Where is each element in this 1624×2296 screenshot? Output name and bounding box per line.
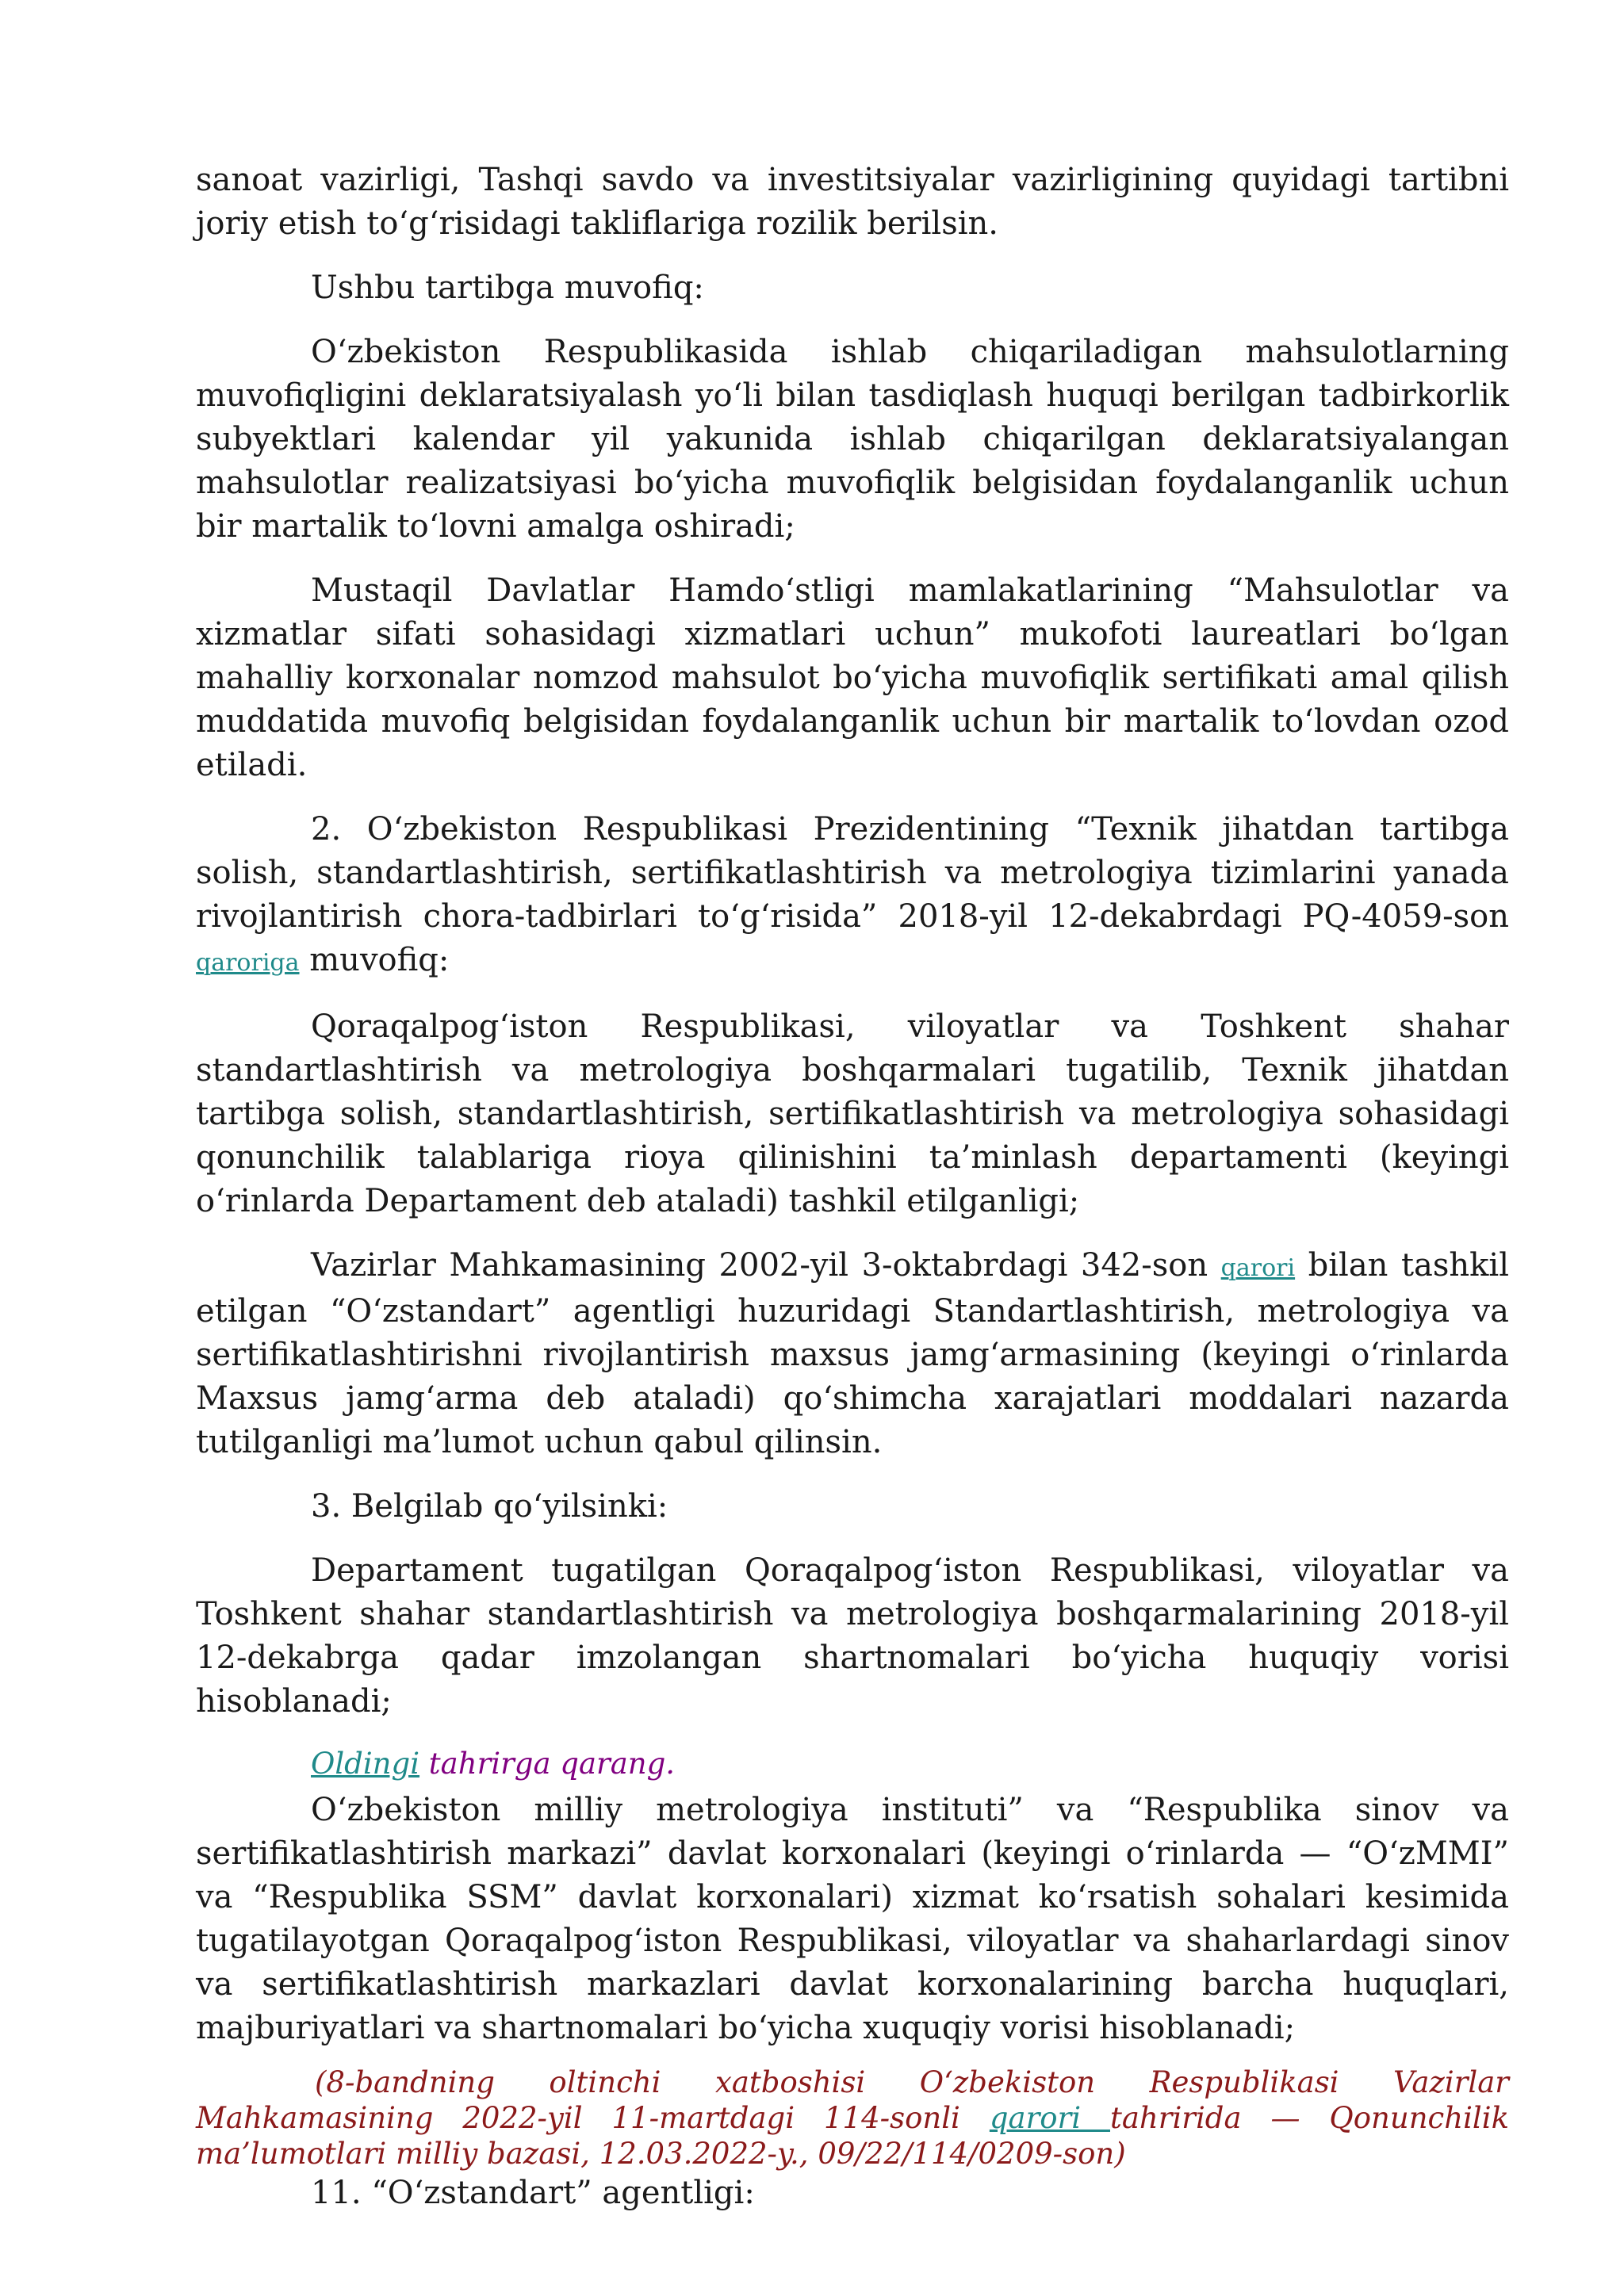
amendment-qarori-link[interactable]: qarori <box>989 2101 1110 2135</box>
paragraph-special-fund <box>196 1244 1509 1464</box>
qaroriga-link[interactable]: qaroriga <box>196 949 300 977</box>
paragraph-item-2-text: 2. O‘zbekiston Respublikasi Prezidentining “Texnik jihatdan tartibga solish, standartlashtirish, sertifikatlashtirish va metrologiya tizimlarini yanada rivojlantirish chora-tadbirlari to‘g‘risida” 2018-yil 12-dekabrdagi PQ-4059-son <box>196 811 1509 935</box>
previous-edition-note <box>196 1744 1509 1784</box>
paragraph-special-fund-text: Vazirlar Mahkamasining 2002-yil 3-oktabrdagi 342-son <box>311 1247 1221 1284</box>
amendment-note-text: (8-bandning oltinchi xatboshisi O‘zbekiston Respublikasi Vazirlar Mahkamasining 2022-yil 11-martdagi 114-sonli <box>196 2065 1509 2135</box>
paragraph-item-2-tail: muvofiq: <box>299 942 450 978</box>
amendment-note-tail: tahririda — Qonunchilik ma’lumotlari milliy bazasi, 12.03.2022-y., 09/22/114/0209-son) <box>196 2101 1509 2171</box>
paragraph-order-heading: Ushbu tartibga muvofiq: <box>311 270 704 306</box>
previous-edition-link[interactable]: Oldingi <box>311 1747 420 1781</box>
paragraph-special-fund-tail: bilan tashkil etilgan “O‘zstandart” agentligi huzuridagi Standartlashtirish, metrologiya va sertifikatlashtirishni rivojlantirish maxsus jamg‘armasining (keyingi o‘rinlarda Maxsus jamg‘arma deb ataladi) qo‘shimcha xarajatlari moddalari nazarda tutilganligi ma’lumot uchun qabul qilinsin. <box>196 1247 1510 1460</box>
amendment-note <box>196 2064 1509 2172</box>
paragraph-department-established: Qoraqalpog‘iston Respublikasi, viloyatlar va Toshkent shahar standartlashtirish va metrologiya boshqarmalari tugatilib, Texnik jihatdan tartibga solish, standartlashtirish, sertifikatlashtirish va metrologiya sohasidagi qonunchilik talablariga rioya qilinishini ta’minlash departamenti (keyingi o‘rinlarda Departament deb ataladi) tashkil etilganligi; <box>196 1008 1509 1219</box>
qarori-link[interactable]: qarori <box>1220 1254 1296 1282</box>
paragraph-legal-successor: Departament tugatilgan Qoraqalpog‘iston Respublikasi, viloyatlar va Toshkent shahar standartlashtirish va metrologiya boshqarmalarining 2018-yil 12-dekabrga qadar imzolangan shartnomalari bo‘yicha huquqiy vorisi hisoblanadi; <box>196 1552 1509 1720</box>
document-page <box>196 159 1509 2215</box>
paragraph-item-3: 3. Belgilab qo‘yilsinki: <box>311 1488 668 1525</box>
previous-edition-text: tahrirga qarang. <box>419 1747 676 1781</box>
paragraph-item-2 <box>196 808 1509 985</box>
paragraph-declaration-payment: O‘zbekiston Respublikasida ishlab chiqariladigan mahsulotlarning muvofiqligini deklaratsiyalash yo‘li bilan tasdiqlash huquqi berilgan tadbirkorlik subyektlari kalendar yil yakunida ishlab chiqarilgan deklaratsiyalangan mahsulotlar realizatsiyasi bo‘yicha muvofiqlik belgisidan foydalanganlik uchun bir martalik to‘lovni amalga oshiradi; <box>196 334 1509 545</box>
paragraph-cis-exemption: Mustaqil Davlatlar Hamdo‘stligi mamlakatlarining “Mahsulotlar va xizmatlar sifati sohasidagi xizmatlari uchun” mukofoti laureatlari bo‘lgan mahalliy korxonalar nomzod mahsulot bo‘yicha muvofiqlik sertifikati amal qilish muddatida muvofiq belgisidan foydalanganlik uchun bir martalik to‘lovdan ozod etiladi. <box>196 572 1509 783</box>
paragraph-ozmmi-successor: O‘zbekiston milliy metrologiya instituti” va “Respublika sinov va sertifikatlashtirish markazi” davlat korxonalari (keyingi o‘rinlarda — “O‘zMMI” va “Respublika SSM” davlat korxonalari) xizmat ko‘rsatish sohalari kesimida tugatilayotgan Qoraqalpog‘iston Respublikasi, viloyatlar va shaharlardagi sinov va sertifikatlashtirish markazlari davlat korxonalarining barcha huquqlari, majburiyatlari va shartnomalari bo‘yicha xuquqiy vorisi hisoblanadi; <box>196 1792 1509 2046</box>
paragraph-intro: sanoat vazirligi, Tashqi savdo va investitsiyalar vazirligining quyidagi tartibni joriy etish to‘g‘risidagi takliflariga rozilik berilsin. <box>196 162 1509 242</box>
paragraph-item-11: 11. “O‘zstandart” agentligi: <box>311 2175 755 2211</box>
